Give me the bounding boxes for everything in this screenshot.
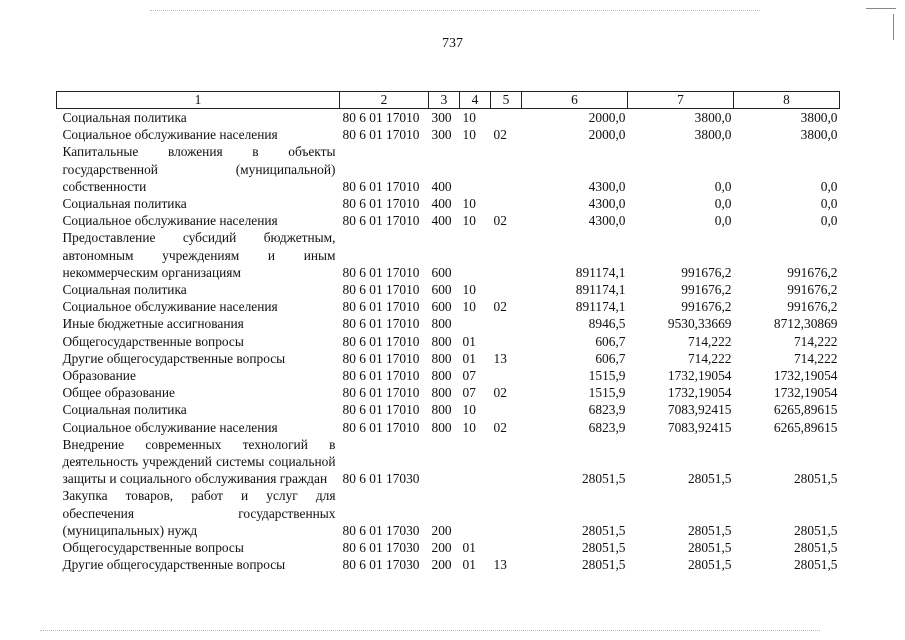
row-expense-type xyxy=(429,436,460,488)
row-amount-col8: 0,0 xyxy=(820,178,838,194)
row-name: Общее образование xyxy=(62,385,175,401)
row-subsection xyxy=(491,315,522,332)
row-section: 10 xyxy=(462,419,476,435)
row-amount-col6: 28051,5 xyxy=(581,557,626,573)
row-amount-col8: 28051,5 xyxy=(793,557,838,573)
scan-dots-top xyxy=(150,10,760,12)
row-subsection xyxy=(491,436,522,488)
row-amount-col7: 0,0 xyxy=(714,213,732,229)
column-header-7: 7 xyxy=(628,92,734,109)
row-section: 10 xyxy=(462,127,476,143)
row-amount-col8: 3800,0 xyxy=(800,110,838,125)
row-subsection: 02 xyxy=(493,419,507,435)
table-row xyxy=(57,384,840,401)
table-row xyxy=(57,401,840,418)
row-name: Социальная политика xyxy=(62,282,187,298)
table-row xyxy=(57,281,840,298)
table-row xyxy=(57,298,840,315)
row-amount-col6: 891174,1 xyxy=(575,264,626,280)
row-expense-type: 800 xyxy=(431,333,452,349)
column-header-5: 5 xyxy=(491,92,522,109)
scan-dots-bottom xyxy=(40,630,820,632)
row-amount-col7: 1732,19054 xyxy=(667,368,732,384)
row-subsection: 13 xyxy=(493,350,507,366)
row-code: 80 6 01 17010 xyxy=(342,350,420,366)
row-section xyxy=(460,436,491,488)
row-name: Капитальные вложения в объекты государственной (муниципальной) собственности xyxy=(62,144,336,194)
row-name: Общегосударственные вопросы xyxy=(62,540,244,556)
row-amount-col7: 7083,92415 xyxy=(667,419,732,435)
row-amount-col6: 606,7 xyxy=(595,350,626,366)
row-amount-col6: 2000,0 xyxy=(588,127,626,143)
table-row xyxy=(57,229,840,281)
row-subsection xyxy=(491,281,522,298)
table-row xyxy=(57,436,840,488)
row-section: 10 xyxy=(462,213,476,229)
row-expense-type: 400 xyxy=(431,196,452,212)
row-amount-col8: 991676,2 xyxy=(787,264,838,280)
column-header-1: 1 xyxy=(57,92,340,109)
table-row xyxy=(57,419,840,436)
row-amount-col7: 991676,2 xyxy=(681,282,732,298)
row-section: 01 xyxy=(462,350,476,366)
row-subsection xyxy=(491,229,522,281)
row-name: Общегосударственные вопросы xyxy=(62,333,244,349)
row-expense-type: 800 xyxy=(431,385,452,401)
row-name: Социальное обслуживание населения xyxy=(62,127,278,143)
table-row xyxy=(57,556,840,573)
table-row xyxy=(57,126,840,143)
row-name: Закупка товаров, работ и услуг для обеспечения государственных (муниципальных) нужд xyxy=(62,488,336,538)
row-expense-type: 400 xyxy=(431,178,452,194)
row-expense-type: 800 xyxy=(431,419,452,435)
row-code: 80 6 01 17010 xyxy=(342,385,420,401)
row-name: Иные бюджетные ассигнования xyxy=(62,316,244,332)
row-amount-col6: 4300,0 xyxy=(588,178,626,194)
table-row xyxy=(57,143,840,195)
row-amount-col8: 0,0 xyxy=(820,196,838,212)
row-subsection xyxy=(491,143,522,195)
row-name: Социальное обслуживание населения xyxy=(62,213,278,229)
row-amount-col7: 7083,92415 xyxy=(667,402,732,418)
row-amount-col6: 1515,9 xyxy=(588,368,626,384)
row-code: 80 6 01 17010 xyxy=(342,419,420,435)
row-code: 80 6 01 17030 xyxy=(342,557,420,573)
table-row xyxy=(57,350,840,367)
row-expense-type: 800 xyxy=(431,368,452,384)
row-amount-col6: 891174,1 xyxy=(575,299,626,315)
row-amount-col6: 28051,5 xyxy=(581,471,626,487)
row-amount-col8: 714,222 xyxy=(793,333,838,349)
row-amount-col7: 714,222 xyxy=(687,350,732,366)
table-row xyxy=(57,195,840,212)
row-amount-col8: 8712,30869 xyxy=(773,316,838,332)
row-expense-type: 400 xyxy=(431,213,452,229)
row-expense-type: 600 xyxy=(431,264,452,280)
row-code: 80 6 01 17010 xyxy=(342,282,420,298)
row-section: 01 xyxy=(462,333,476,349)
row-amount-col8: 6265,89615 xyxy=(773,402,838,418)
row-name: Предоставление субсидий бюджетным, автономным учреждениям и иным некоммерческим организациям xyxy=(62,230,336,280)
row-subsection: 02 xyxy=(493,385,507,401)
row-amount-col8: 714,222 xyxy=(793,350,838,366)
header-row xyxy=(57,92,840,109)
row-expense-type: 200 xyxy=(431,522,452,538)
row-expense-type: 800 xyxy=(431,350,452,366)
row-amount-col7: 0,0 xyxy=(714,196,732,212)
column-header-2: 2 xyxy=(340,92,429,109)
row-subsection xyxy=(491,333,522,350)
row-amount-col8: 1732,19054 xyxy=(773,368,838,384)
row-name: Социальная политика xyxy=(62,402,187,418)
row-code: 80 6 01 17010 xyxy=(342,316,420,332)
row-name: Внедрение современных технологий в деятельность учреждений системы социальной защиты и социального обслуживания граждан xyxy=(62,436,336,487)
table-body xyxy=(57,109,840,574)
table-row xyxy=(57,487,840,539)
row-code: 80 6 01 17010 xyxy=(342,127,420,143)
row-amount-col8: 1732,19054 xyxy=(773,385,838,401)
row-subsection xyxy=(491,195,522,212)
row-amount-col7: 28051,5 xyxy=(687,557,732,573)
row-amount-col6: 4300,0 xyxy=(588,196,626,212)
table-row xyxy=(57,315,840,332)
row-section: 10 xyxy=(462,196,476,212)
row-name: Социальное обслуживание населения xyxy=(62,299,278,315)
row-code: 80 6 01 17010 xyxy=(342,213,420,229)
row-amount-col7: 3800,0 xyxy=(694,110,732,125)
row-code: 80 6 01 17010 xyxy=(342,402,420,418)
row-amount-col8: 6265,89615 xyxy=(773,419,838,435)
row-code: 80 6 01 17030 xyxy=(342,471,420,487)
row-amount-col6: 891174,1 xyxy=(575,282,626,298)
row-name: Социальное обслуживание населения xyxy=(62,419,278,435)
row-subsection: 02 xyxy=(493,127,507,143)
column-header-6: 6 xyxy=(522,92,628,109)
row-subsection xyxy=(491,487,522,539)
row-subsection xyxy=(491,401,522,418)
row-expense-type: 300 xyxy=(431,127,452,143)
row-amount-col7: 3800,0 xyxy=(694,127,732,143)
row-code: 80 6 01 17030 xyxy=(342,540,420,556)
row-section: 10 xyxy=(462,299,476,315)
column-header-4: 4 xyxy=(460,92,491,109)
row-code: 80 6 01 17010 xyxy=(342,178,420,194)
row-subsection: 13 xyxy=(493,557,507,573)
row-amount-col6: 28051,5 xyxy=(581,540,626,556)
row-section: 10 xyxy=(462,282,476,298)
table-row xyxy=(57,212,840,229)
row-amount-col6: 1515,9 xyxy=(588,385,626,401)
row-amount-col8: 991676,2 xyxy=(787,299,838,315)
row-name: Социальная политика xyxy=(62,110,187,125)
row-amount-col8: 28051,5 xyxy=(793,540,838,556)
row-amount-col7: 991676,2 xyxy=(681,299,732,315)
row-expense-type: 300 xyxy=(431,110,452,125)
row-amount-col7: 28051,5 xyxy=(687,471,732,487)
row-section: 07 xyxy=(462,385,476,401)
row-amount-col6: 6823,9 xyxy=(588,419,626,435)
row-subsection: 02 xyxy=(493,299,507,315)
column-header-8: 8 xyxy=(734,92,840,109)
row-section xyxy=(460,229,491,281)
row-subsection xyxy=(491,367,522,384)
row-amount-col7: 991676,2 xyxy=(681,264,732,280)
row-amount-col6: 606,7 xyxy=(595,333,626,349)
table-row xyxy=(57,333,840,350)
row-expense-type: 600 xyxy=(431,282,452,298)
row-code: 80 6 01 17010 xyxy=(342,196,420,212)
row-section xyxy=(460,487,491,539)
row-section: 01 xyxy=(462,540,476,556)
row-amount-col6: 6823,9 xyxy=(588,402,626,418)
row-expense-type: 200 xyxy=(431,540,452,556)
table-row xyxy=(57,539,840,556)
row-section: 10 xyxy=(462,402,476,418)
row-amount-col7: 28051,5 xyxy=(687,522,732,538)
row-amount-col7: 1732,19054 xyxy=(667,385,732,401)
row-amount-col7: 0,0 xyxy=(714,178,732,194)
row-name: Другие общегосударственные вопросы xyxy=(62,350,286,366)
row-expense-type: 800 xyxy=(431,316,452,332)
row-amount-col6: 2000,0 xyxy=(588,110,626,125)
row-subsection xyxy=(491,109,522,127)
row-code: 80 6 01 17010 xyxy=(342,299,420,315)
row-section: 10 xyxy=(462,110,476,125)
row-name: Образование xyxy=(62,368,136,384)
row-code: 80 6 01 17010 xyxy=(342,264,420,280)
row-code: 80 6 01 17010 xyxy=(342,333,420,349)
scan-edge-mark xyxy=(893,14,894,40)
row-section: 01 xyxy=(462,557,476,573)
row-amount-col8: 991676,2 xyxy=(787,282,838,298)
row-expense-type: 800 xyxy=(431,402,452,418)
column-header-3: 3 xyxy=(429,92,460,109)
row-expense-type: 600 xyxy=(431,299,452,315)
row-code: 80 6 01 17010 xyxy=(342,368,420,384)
row-section: 07 xyxy=(462,368,476,384)
row-section xyxy=(460,143,491,195)
row-code: 80 6 01 17030 xyxy=(342,522,420,538)
row-amount-col7: 714,222 xyxy=(687,333,732,349)
row-amount-col7: 9530,33669 xyxy=(667,316,732,332)
row-amount-col6: 28051,5 xyxy=(581,522,626,538)
row-amount-col8: 3800,0 xyxy=(800,127,838,143)
row-amount-col8: 28051,5 xyxy=(793,471,838,487)
row-subsection: 02 xyxy=(493,213,507,229)
row-amount-col7: 28051,5 xyxy=(687,540,732,556)
row-amount-col6: 4300,0 xyxy=(588,213,626,229)
budget-table xyxy=(56,91,840,573)
row-name: Другие общегосударственные вопросы xyxy=(62,557,286,573)
row-amount-col8: 28051,5 xyxy=(793,522,838,538)
table-row xyxy=(57,367,840,384)
table-row xyxy=(57,109,840,127)
scan-corner-mark xyxy=(866,8,896,9)
row-section xyxy=(460,315,491,332)
row-expense-type: 200 xyxy=(431,557,452,573)
row-amount-col6: 8946,5 xyxy=(588,316,626,332)
row-amount-col8: 0,0 xyxy=(820,213,838,229)
row-code: 80 6 01 17010 xyxy=(342,110,420,125)
row-subsection xyxy=(491,539,522,556)
page-number: 737 xyxy=(442,36,463,51)
row-name: Социальная политика xyxy=(62,196,187,212)
